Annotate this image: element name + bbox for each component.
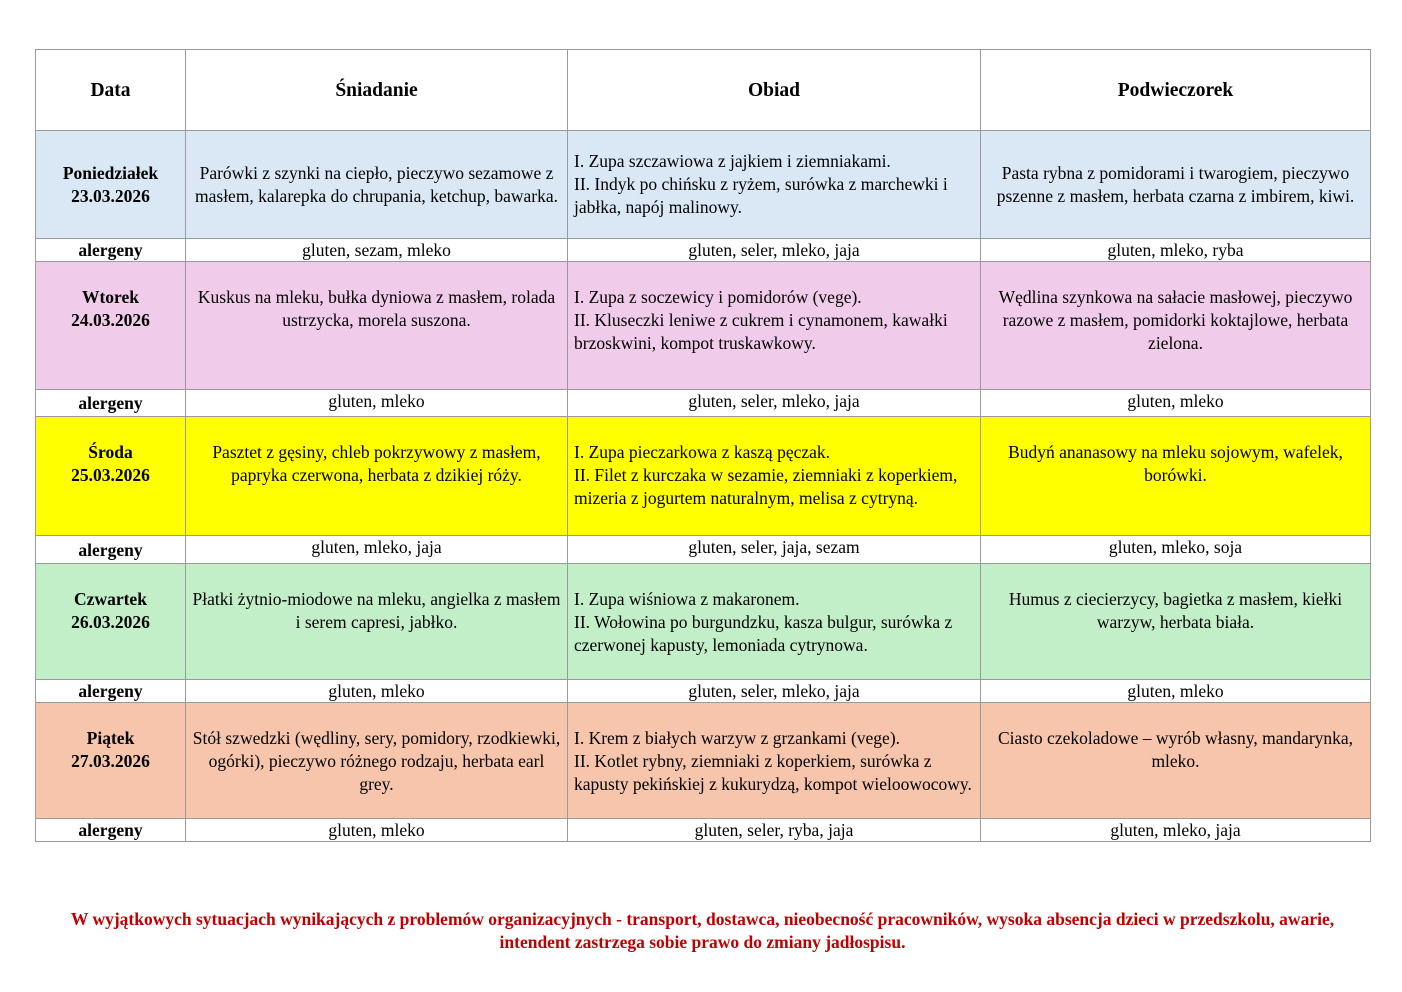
allergen-label: alergeny [36,390,186,417]
allergen-row-tuesday [36,390,1371,417]
allergens-snack: gluten, mleko, ryba [981,239,1371,262]
lunch-soup: I. Zupa szczawiowa z jajkiem i ziemniakami. [574,151,891,171]
lunch-soup: I. Krem z białych warzyw z grzankami (vege). [574,728,901,748]
allergens-lunch: gluten, seler, jaja, sezam [568,536,981,564]
allergen-row-thursday [36,680,1371,703]
allergens-snack: gluten, mleko [981,680,1371,703]
day-name: Czwartek [74,589,147,609]
lunch-main: II. Kotlet rybny, ziemniaki z koperkiem, surówka z kapusty pekińskiej z kukurydzą, kompot wieloowocowy. [574,751,972,794]
snack-cell: Humus z ciecierzycy, bagietka z masłem, kiełki warzyw, herbata biała. [981,564,1371,680]
allergens-breakfast: gluten, mleko [186,819,568,842]
allergens-lunch: gluten, seler, mleko, jaja [568,390,981,417]
day-cell [36,262,186,390]
day-cell [36,703,186,819]
meal-row-monday [36,131,1371,239]
breakfast-cell: Kuskus na mleku, bułka dyniowa z masłem, rolada ustrzycka, morela suszona. [186,262,568,390]
allergens-lunch: gluten, seler, ryba, jaja [568,819,981,842]
lunch-cell [568,262,981,390]
meal-row-thursday [36,564,1371,680]
allergen-row-friday [36,819,1371,842]
allergens-lunch: gluten, seler, mleko, jaja [568,239,981,262]
header-row [36,50,1371,131]
allergens-breakfast: gluten, mleko, jaja [186,536,568,564]
breakfast-cell: Płatki żytnio-miodowe na mleku, angielka z masłem i serem capresi, jabłko. [186,564,568,680]
snack-cell: Pasta rybna z pomidorami i twarogiem, pieczywo pszenne z masłem, herbata czarna z imbirem, kiwi. [981,131,1371,239]
footer-note: W wyjątkowych sytuacjach wynikających z problemów organizacyjnych - transport, dostawca, nieobecność pracowników, wysoka absencja dzieci w przedszkolu, awarie, intendent zastrzega sobie prawo do zmiany jadłospisu. [70,909,1335,952]
header-breakfast: Śniadanie [186,50,568,131]
lunch-cell [568,564,981,680]
allergens-snack: gluten, mleko, soja [981,536,1371,564]
allergens-snack: gluten, mleko [981,390,1371,417]
breakfast-cell: Stół szwedzki (wędliny, sery, pomidory, rzodkiewki, ogórki), pieczywo różnego rodzaju, herbata earl grey. [186,703,568,819]
allergens-breakfast: gluten, mleko [186,390,568,417]
allergen-label: alergeny [36,819,186,842]
lunch-soup: I. Zupa z soczewicy i pomidorów (vege). [574,287,862,307]
day-date: 23.03.2026 [71,185,150,206]
snack-cell: Wędlina szynkowa na sałacie masłowej, pieczywo razowe z masłem, pomidorki koktajlowe, herbata zielona. [981,262,1371,390]
day-cell [36,131,186,239]
day-date: 25.03.2026 [71,465,150,485]
day-date: 24.03.2026 [71,310,150,330]
breakfast-cell: Pasztet z gęsiny, chleb pokrzywowy z masłem, papryka czerwona, herbata z dzikiej róży. [186,417,568,536]
allergen-label: alergeny [36,536,186,564]
header-snack: Podwieczorek [981,50,1371,131]
day-name: Środa [88,442,133,462]
allergen-label: alergeny [36,239,186,262]
snack-cell: Budyń ananasowy na mleku sojowym, wafelek, borówki. [981,417,1371,536]
lunch-cell [568,417,981,536]
menu-table [35,49,1371,842]
lunch-main: II. Filet z kurczaka w sezamie, ziemniaki z koperkiem, mizeria z jogurtem naturalnym, melisa z cytryną. [574,465,958,508]
header-date: Data [36,50,186,131]
lunch-cell [568,703,981,819]
lunch-main: II. Indyk po chińsku z ryżem, surówka z marchewki i jabłka, napój malinowy. [574,174,948,217]
allergens-breakfast: gluten, mleko [186,680,568,703]
day-date: 26.03.2026 [71,612,150,632]
lunch-soup: I. Zupa wiśniowa z makaronem. [574,589,800,609]
snack-cell: Ciasto czekoladowe – wyrób własny, mandarynka, mleko. [981,703,1371,819]
breakfast-cell: Parówki z szynki na ciepło, pieczywo sezamowe z masłem, kalarepka do chrupania, ketchup, bawarka. [186,131,568,239]
lunch-main: II. Kluseczki leniwe z cukrem i cynamonem, kawałki brzoskwini, kompot truskawkowy. [574,310,948,353]
day-cell [36,564,186,680]
allergen-row-wednesday [36,536,1371,564]
meal-row-tuesday [36,262,1371,390]
allergen-label: alergeny [36,680,186,703]
day-date: 27.03.2026 [71,751,150,771]
day-name: Poniedziałek [62,162,159,183]
meal-row-friday [36,703,1371,819]
day-name: Piątek [86,728,135,748]
lunch-main: II. Wołowina po burgundzku, kasza bulgur, surówka z czerwonej kapusty, lemoniada cytrynowa. [574,612,953,655]
allergens-breakfast: gluten, sezam, mleko [186,239,568,262]
lunch-soup: I. Zupa pieczarkowa z kaszą pęczak. [574,442,831,462]
day-cell [36,417,186,536]
allergen-row-monday [36,239,1371,262]
allergens-snack: gluten, mleko, jaja [981,819,1371,842]
header-lunch: Obiad [568,50,981,131]
day-name: Wtorek [81,287,140,307]
allergens-lunch: gluten, seler, mleko, jaja [568,680,981,703]
meal-row-wednesday [36,417,1371,536]
lunch-cell [568,131,981,239]
